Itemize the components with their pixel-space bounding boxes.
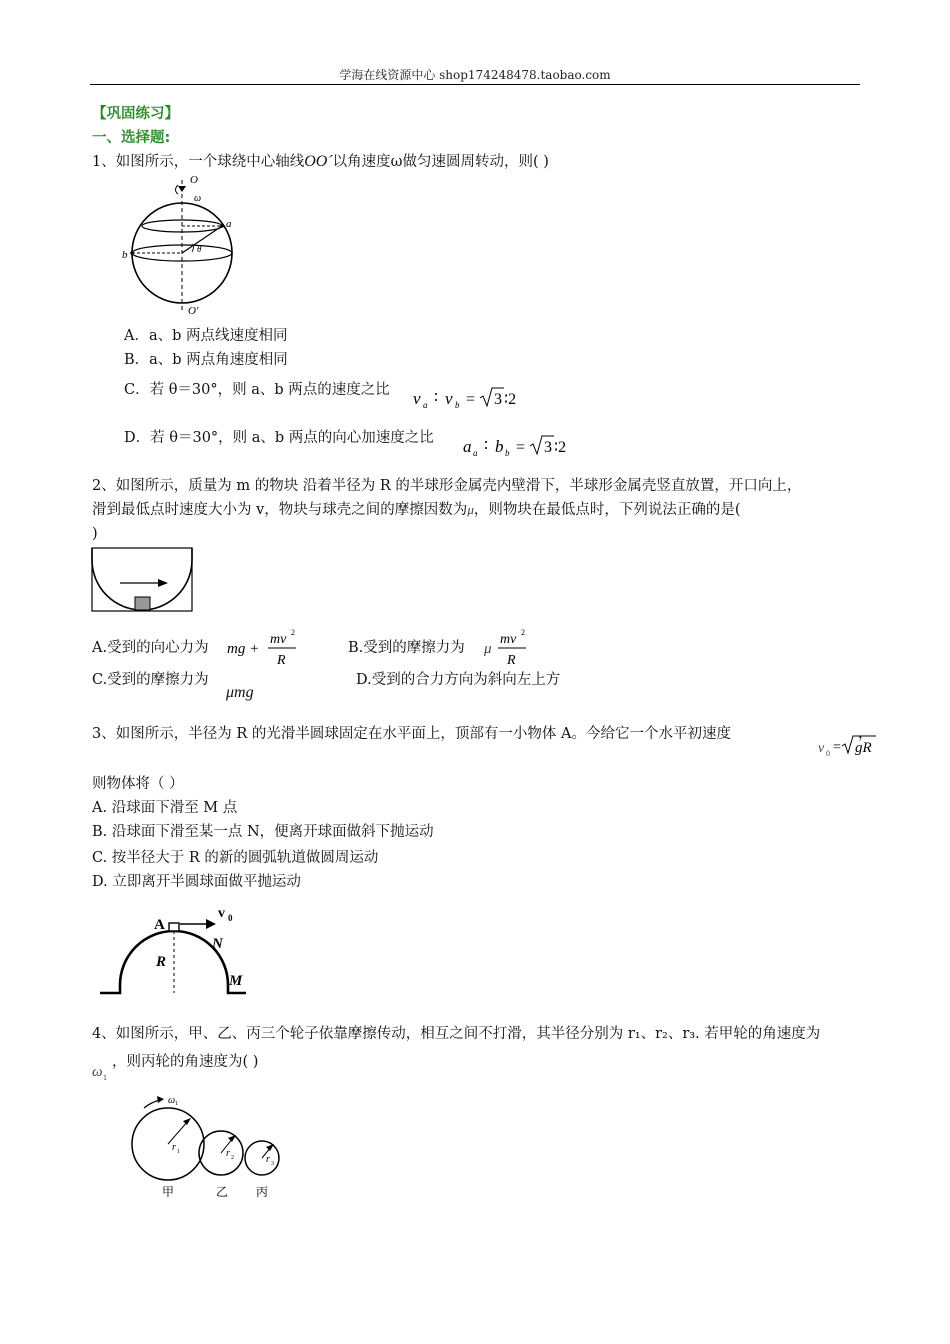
svg-text:v: v: [818, 741, 825, 756]
q2-line3: ): [92, 526, 98, 542]
q3-comma: ，: [858, 726, 873, 742]
svg-text:1: 1: [175, 1101, 178, 1107]
q2-option-b-formula: [480, 624, 544, 672]
q1-ratio-d: [460, 432, 580, 462]
q4-omega-symbol: [90, 1060, 112, 1084]
q4-fig-r1-label: r: [172, 1142, 176, 1153]
q1-option-d: D．若 θ＝30°，则 a、b 两点的向心加速度之比: [124, 430, 434, 446]
svg-text:∶: ∶: [434, 390, 438, 406]
q2-option-a-formula: [224, 624, 304, 672]
q1-fig-theta-label: θ: [197, 244, 202, 254]
q4-wheels-figure: [126, 1090, 306, 1205]
svg-text:b: b: [455, 400, 460, 410]
svg-text:3: 3: [271, 1161, 274, 1167]
q1-fig-o-label: O: [190, 174, 198, 186]
svg-text:=: =: [466, 391, 476, 408]
q4-line1: 4、如图所示，甲、乙、丙三个轮子依靠摩擦传动，相互之间不打滑，其半径分别为 r₁、r₂、r₃. 若甲轮的角速度为: [92, 1026, 821, 1042]
q1-fig-o2-label: O′: [188, 305, 199, 317]
q2-line2: 滑到最低点时速度大小为 v，物块与球壳之间的摩擦因数为μ，则物块在最低点时，下列说法正确的是(: [92, 502, 741, 518]
q3-option-a: A. 沿球面下滑至 M 点: [92, 800, 238, 816]
svg-text:mv: mv: [270, 632, 287, 647]
svg-text:1: 1: [103, 1073, 107, 1082]
svg-text:R: R: [507, 653, 516, 668]
svg-text:v: v: [413, 389, 421, 408]
q4-fig-wheel-jia: 甲: [162, 1185, 175, 1199]
q3-fig-v-label: v: [218, 906, 225, 921]
q1-fig-a-label: a: [226, 218, 232, 230]
svg-text:v: v: [445, 389, 453, 408]
q1-option-a: A．a、b 两点线速度相同: [124, 328, 288, 344]
q1-sphere-figure: [118, 168, 248, 318]
svg-text:μ: μ: [484, 641, 492, 657]
q3-hemisphere-figure: [96, 900, 256, 1000]
svg-text:0: 0: [826, 749, 830, 758]
section-title: 【巩固练习】: [92, 106, 179, 122]
q3-fig-m-label: M: [229, 973, 243, 989]
q3-fig-r-label: R: [156, 954, 167, 970]
svg-text:2: 2: [521, 628, 525, 637]
svg-text:=: =: [833, 740, 841, 755]
svg-text:b: b: [495, 437, 504, 456]
q2-line1: 2、如图所示，质量为 m 的物块 沿着半径为 R 的半球形金属壳内壁滑下，半球形金属壳竖直放置，开口向上，: [92, 478, 802, 494]
svg-text:a: a: [473, 448, 478, 458]
q1-ratio-c: [410, 384, 530, 414]
q3-v0-formula: [814, 732, 884, 762]
q3-fig-v-sub: 0: [228, 913, 233, 923]
q3-option-d: D. 立即离开半圆球面做平抛运动: [92, 874, 301, 890]
svg-text:2: 2: [231, 1155, 234, 1161]
q4-fig-omega-label: ω: [168, 1095, 176, 1106]
svg-text:3: 3: [494, 391, 502, 408]
q2-hemisphere-figure: [88, 546, 198, 614]
q1-option-b: B．a、b 两点角速度相同: [124, 352, 288, 368]
q3-fig-a-label: A: [154, 917, 165, 933]
page-header: 学海在线资源中心 shop174248478.taobao.com: [339, 68, 611, 82]
svg-text:ω: ω: [92, 1064, 103, 1080]
q4-fig-wheel-yi: 乙: [216, 1185, 229, 1199]
svg-text:1: 1: [177, 1149, 180, 1155]
svg-text:3: 3: [544, 439, 552, 456]
section-subtitle: 一、选择题:: [92, 130, 171, 146]
svg-text:b: b: [505, 448, 510, 458]
svg-text:=: =: [516, 439, 526, 456]
q3-stem: 3、如图所示，半径为 R 的光滑半圆球固定在水平面上，顶部有一小物体 A。今给它一个水平初速度: [92, 726, 731, 742]
q2-option-c-formula: μmg: [226, 684, 254, 701]
q2-option-b: B.受到的摩擦力为: [348, 640, 465, 656]
q2-option-a: A.受到的向心力为: [92, 640, 209, 656]
q1-option-c: C．若 θ＝30°，则 a、b 两点的速度之比: [124, 382, 390, 398]
svg-text:∶: ∶: [484, 438, 488, 454]
q4-line2: ，则丙轮的角速度为( ): [112, 1054, 259, 1070]
svg-text:2: 2: [291, 628, 295, 637]
q3-stem2: 则物体将（ ）: [92, 776, 184, 792]
svg-text:mv: mv: [500, 632, 517, 647]
q3-option-b: B. 沿球面下滑至某一点 N，便离开球面做斜下抛运动: [92, 824, 434, 840]
q4-fig-r3-label: r: [266, 1154, 270, 1165]
q1-stem: 1、如图所示，一个球绕中心轴线OO´以角速度ω做匀速圆周转动，则( ): [92, 153, 549, 170]
q2-option-d: D.受到的合力方向为斜向左上方: [356, 672, 561, 688]
q3-fig-n-label: N: [212, 936, 223, 952]
q1-fig-b-label: b: [122, 249, 128, 261]
q1-fig-omega-label: ω: [194, 193, 202, 204]
svg-text:a: a: [463, 437, 472, 456]
q2-option-c: C.受到的摩擦力为: [92, 672, 209, 688]
q4-fig-r2-label: r: [226, 1148, 230, 1159]
q3-option-c: C. 按半径大于 R 的新的圆弧轨道做圆周运动: [92, 850, 379, 866]
svg-text:R: R: [277, 653, 286, 668]
svg-text:a: a: [423, 400, 428, 410]
q4-fig-wheel-bing: 丙: [256, 1185, 269, 1199]
svg-text:gR: gR: [855, 740, 872, 756]
svg-text:mg +: mg +: [227, 641, 260, 657]
svg-text:∶2: ∶2: [504, 391, 517, 408]
svg-text:∶2: ∶2: [554, 439, 567, 456]
header-divider: [90, 84, 860, 85]
